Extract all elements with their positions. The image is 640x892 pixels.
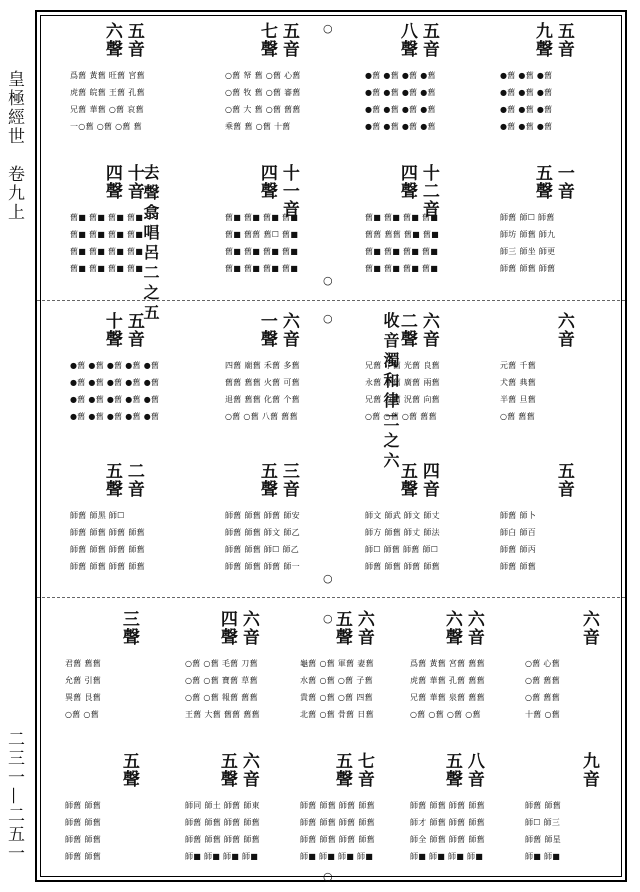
block-heading: 九聲: [531, 22, 552, 58]
entry-lines: [65, 800, 101, 863]
entry-line: 水舊 ○舊 ○舊 子舊: [300, 676, 373, 685]
entry-line: 師三 師坐 師更: [500, 247, 556, 256]
entry-line: 師舊 師舊 師舊 師安: [225, 511, 300, 520]
rhyme-block: [62, 310, 172, 440]
entry-line: ○舊 ○舊 八舊 舊舊: [225, 412, 298, 421]
rhyme-block: [517, 750, 627, 880]
rhyme-block: [357, 310, 467, 440]
rhyme-block: [217, 310, 327, 440]
entry-line: 師舊 師舊 師舊 師舊: [70, 562, 145, 571]
entry-line: 四舊 廟舊 禾舊 多舊: [225, 361, 300, 370]
entry-line: 兄舊 丁舊 光舊 良舊: [365, 361, 440, 370]
entry-line: 君舊 舊舊: [65, 659, 102, 668]
entry-line: ○舊 帑 舊 ○舊 心舊: [225, 71, 301, 80]
block-heading: 五聲: [331, 752, 352, 788]
entry-line: 師坊 師舊 師九: [500, 230, 556, 239]
entry-lines: [500, 360, 536, 423]
entry-line: ●舊 ●舊 ●舊: [500, 71, 553, 80]
block-heading: 五聲: [531, 164, 552, 200]
rhyme-block: [492, 460, 602, 590]
rhyme-block: [62, 162, 172, 292]
entry-line: 貴舊 ○舊 ○舊 四舊: [300, 693, 373, 702]
entry-line: 虎舊 皖舊 王舊 孔舊: [70, 88, 145, 97]
rhyme-block: [217, 20, 327, 150]
entry-line: 元舊 千舊: [500, 361, 537, 370]
entry-lines: [300, 800, 375, 863]
entry-line: ●舊 ●舊 ●舊 ●舊 ●舊: [70, 412, 160, 421]
entry-lines: [365, 70, 436, 133]
rhyme-block: [177, 608, 287, 738]
entry-line: ○舊 舊舊: [525, 676, 561, 685]
block-heading: 五音: [553, 462, 574, 498]
entry-line: ●舊 ●舊 ●舊 ●舊: [365, 122, 436, 131]
entry-line: 師舊 師舊: [65, 852, 102, 861]
block-heading: 五聲: [118, 752, 139, 788]
block-heading: 八聲: [396, 22, 417, 58]
entry-lines: [300, 658, 374, 721]
block-heading: 六音: [578, 610, 599, 646]
entry-line: 師舊 師舊 師☐ 師乙: [225, 545, 300, 554]
block-heading: 三音: [278, 462, 299, 498]
entry-line: 師方 師舊 師丈 師法: [365, 528, 440, 537]
side-title: 皇極經世 卷九上: [4, 70, 24, 222]
entry-line: ○舊 ○舊 毛舊 刀舊: [185, 659, 258, 668]
entry-line: 師舊 師舊 師舊 師舊: [410, 801, 485, 810]
entry-line: 舊舊 舊舊 舊■ 舊■: [365, 230, 440, 239]
entry-lines: [70, 70, 145, 133]
entry-line: 師舊 師舊 師舊 師舊: [70, 545, 145, 554]
entry-line: 舊■ 舊舊 舊☐ 舊■: [225, 230, 299, 239]
block-heading: 四聲: [216, 610, 237, 646]
entry-line: 允舊 引舊: [65, 676, 102, 685]
block-heading: 五聲: [441, 752, 462, 788]
block-heading: 二聲: [396, 312, 417, 348]
entry-line: 師■ 師■ 師■ 師■: [410, 852, 484, 861]
block-heading: 五聲: [216, 752, 237, 788]
section-divider: [37, 597, 625, 598]
entry-line: 師白 師百: [500, 528, 537, 537]
block-heading: 五音: [553, 22, 574, 58]
entry-line: 師■ 師■ 師■ 師■: [185, 852, 259, 861]
block-heading: 二音: [123, 462, 144, 498]
block-heading: 八音: [463, 752, 484, 788]
entry-line: 舊■ 舊■ 舊■ 舊■: [70, 264, 144, 273]
entry-line: 師舊 師丙: [500, 545, 537, 554]
rhyme-block: [217, 162, 327, 292]
entry-lines: [225, 360, 300, 423]
entry-line: 王舊 大舊 舊舊 舊舊: [185, 710, 260, 719]
entry-lines: [410, 658, 485, 721]
entry-line: ○舊 ○舊 ○舊 ○舊: [410, 710, 481, 719]
rhyme-block: [402, 750, 512, 880]
entry-line: 師舊 師舊 師舊 師一: [225, 562, 300, 571]
block-heading: 五聲: [396, 462, 417, 498]
rhyme-block: [62, 460, 172, 590]
rhyme-block: [357, 20, 467, 150]
page-frame: [35, 10, 627, 882]
block-heading: 一音: [553, 164, 574, 200]
entry-line: 舊■ 舊■ 舊■ 舊■: [225, 213, 299, 222]
entry-lines: [70, 360, 159, 423]
block-heading: 四聲: [256, 164, 277, 200]
block-heading: 六音: [353, 610, 374, 646]
entry-line: 師舊 師舊 師舊 師舊: [300, 835, 375, 844]
entry-line: ○舊 ○舊 ○舊 舊舊: [365, 412, 437, 421]
entry-line: ●舊 ●舊 ●舊 ●舊: [365, 105, 436, 114]
block-heading: 十一音: [278, 164, 299, 218]
circle-mark: ○: [323, 274, 333, 287]
circle-mark: ○: [323, 612, 333, 625]
entry-lines: [70, 212, 143, 275]
entry-lines: [365, 360, 440, 423]
entry-lines: [525, 800, 561, 863]
entry-line: 爲舊 黃舊 旺舊 宮舊: [70, 71, 145, 80]
circle-mark: ○: [323, 22, 333, 35]
entry-line: 退舊 舊舊 化舊 个舊: [225, 395, 300, 404]
block-heading: 七音: [353, 752, 374, 788]
block-heading: 五音: [278, 22, 299, 58]
entry-line: 師■ 師■: [525, 852, 561, 861]
entry-line: 師舊 師舊 師舊 師舊: [185, 818, 260, 827]
rhyme-block: [517, 608, 627, 738]
entry-lines: [410, 800, 485, 863]
entry-lines: [365, 212, 439, 275]
entry-line: 師舊 師舊: [65, 801, 102, 810]
entry-line: 師舊 師舊 師舊 師舊: [365, 562, 440, 571]
entry-line: ○舊 心舊: [525, 659, 561, 668]
entry-lines: [70, 510, 145, 573]
entry-line: ●舊 ●舊 ●舊 ●舊 ●舊: [70, 361, 160, 370]
entry-line: 舊■ 舊■ 舊■ 舊■: [225, 247, 299, 256]
block-heading: 三聲: [118, 610, 139, 646]
rhyme-block: [402, 608, 512, 738]
entry-line: 師同 師土 師舊 師東: [185, 801, 260, 810]
block-heading: 五音: [123, 312, 144, 348]
entry-line: 乘舊 舊 ○舊 十舊: [225, 122, 291, 131]
entry-line: 舊■ 舊■ 舊■ 舊■: [365, 213, 439, 222]
entry-lines: [500, 510, 536, 573]
entry-lines: [225, 212, 298, 275]
entry-line: 舊■ 舊■ 舊■ 舊■: [70, 230, 144, 239]
entry-line: 師■ 師■ 師■ 師■: [300, 852, 374, 861]
block-heading: 十聲: [101, 312, 122, 348]
rhyme-block: [177, 750, 287, 880]
block-heading: 六音: [238, 752, 259, 788]
entry-line: 師舊 師黑 師☐: [70, 511, 125, 520]
entry-line: 師文 師武 師文 師丈: [365, 511, 440, 520]
entry-line: 師舊 師卜: [500, 511, 537, 520]
entry-line: 爲舊 黃舊 宮舊 舊舊: [410, 659, 485, 668]
block-heading: 十二音: [418, 164, 439, 218]
entry-line: ●舊 ●舊 ●舊: [500, 122, 553, 131]
entry-lines: [525, 658, 560, 721]
block-heading: 十音: [123, 164, 144, 200]
rhyme-block: [292, 750, 402, 880]
block-heading: 五聲: [256, 462, 277, 498]
block-heading: 五音: [123, 22, 144, 58]
entry-line: 舊■ 舊■ 舊■ 舊■: [70, 247, 144, 256]
rhyme-block: [292, 608, 402, 738]
entry-line: 師☐ 師三: [525, 818, 561, 827]
entry-lines: [500, 70, 552, 133]
block-heading: 四聲: [396, 164, 417, 200]
section-divider: [37, 300, 625, 301]
entry-line: ○舊 舊舊: [500, 412, 536, 421]
entry-line: 一○舊 ○舊 ○舊 舊: [70, 122, 142, 131]
entry-line: 師舊 師舊 師舊 師舊: [300, 801, 375, 810]
entry-line: 師舊 師舊 師文 師乙: [225, 528, 300, 537]
entry-line: ●舊 ●舊 ●舊: [500, 88, 553, 97]
entry-line: 龜舊 ○舊 軍舊 妻舊: [300, 659, 374, 668]
side-page-number: 二三一—二五一: [4, 730, 24, 863]
entry-line: 師舊 師舊: [65, 818, 102, 827]
entry-line: 十舊 ○舊: [525, 710, 561, 719]
block-heading: 五聲: [331, 610, 352, 646]
block-heading: 九音: [578, 752, 599, 788]
entry-line: ●舊 ●舊 ●舊: [500, 105, 553, 114]
rhyme-block: [62, 20, 172, 150]
rhyme-block: [492, 162, 602, 292]
entry-line: 師舊 師舊 師舊 師舊: [185, 835, 260, 844]
entry-line: 兄舊 華舊 ○舊 哀舊: [70, 105, 144, 114]
block-heading: 四聲: [101, 164, 122, 200]
block-heading: 六聲: [441, 610, 462, 646]
block-heading: 七聲: [256, 22, 277, 58]
entry-line: 師☐ 師舊 師舊 師☐: [365, 545, 439, 554]
block-heading: 五音: [418, 22, 439, 58]
entry-line: 師才 師舊 師舊 師舊: [410, 818, 485, 827]
block-heading: 六音: [238, 610, 259, 646]
entry-line: ○舊 ○舊 寶舊 草舊: [185, 676, 258, 685]
entry-line: 舊舊 舊舊 火舊 可舊: [225, 378, 300, 387]
entry-line: 師舊 師舊: [500, 562, 537, 571]
entry-line: 師全 師舊 師舊 師舊: [410, 835, 485, 844]
rhyme-block: [57, 608, 167, 738]
block-heading: 一聲: [256, 312, 277, 348]
entry-line: 師舊 師舊 師舊 師舊: [300, 818, 375, 827]
circle-mark: ○: [323, 572, 333, 585]
entry-line: 舊■ 舊■ 舊■ 舊■: [225, 264, 299, 273]
rhyme-block: [217, 460, 327, 590]
entry-line: ○舊 ○舊 報舊 舊舊: [185, 693, 258, 702]
entry-line: 師舊 師☐ 師舊: [500, 213, 555, 222]
entry-line: 舊■ 舊■ 舊■ 舊■: [365, 264, 439, 273]
rhyme-block: [492, 310, 602, 440]
rhyme-block: [357, 162, 467, 292]
entry-lines: [365, 510, 440, 573]
section-note: 收音濁和律二之六: [381, 312, 400, 472]
block-heading: 四音: [418, 462, 439, 498]
block-heading: 六音: [278, 312, 299, 348]
rhyme-block: [492, 20, 602, 150]
block-heading: 六音: [463, 610, 484, 646]
entry-line: 師舊 師舊: [65, 835, 102, 844]
block-heading: 五聲: [101, 462, 122, 498]
entry-lines: [185, 658, 260, 721]
block-heading: 六音: [418, 312, 439, 348]
entry-line: ●舊 ●舊 ●舊 ●舊: [365, 88, 436, 97]
entry-line: ○舊 舊舊: [525, 693, 561, 702]
entry-lines: [225, 510, 300, 573]
entry-lines: [225, 70, 301, 133]
entry-line: ●舊 ●舊 ●舊 ●舊 ●舊: [70, 395, 160, 404]
entry-line: 北舊 ○舊 骨舊 日舊: [300, 710, 374, 719]
entry-line: 師舊 師舊: [525, 801, 562, 810]
entry-line: 舊■ 舊■ 舊■ 舊■: [70, 213, 144, 222]
entry-line: 異舊 艮舊: [65, 693, 102, 702]
entry-line: 舊■ 舊■ 舊■ 舊■: [365, 247, 439, 256]
entry-lines: [500, 212, 556, 275]
rhyme-block: [57, 750, 167, 880]
entry-line: 半舊 旦舊: [500, 395, 537, 404]
entry-line: 師舊 師星: [525, 835, 562, 844]
entry-line: 師舊 師舊 師舊 師舊: [70, 528, 145, 537]
entry-line: 兄舊 華舊 泉舊 舊舊: [410, 693, 485, 702]
circle-mark: ○: [323, 312, 333, 325]
entry-line: 師舊 師舊 師舊: [500, 264, 556, 273]
entry-line: ●舊 ●舊 ●舊 ●舊 ●舊: [70, 378, 160, 387]
entry-line: 犬舊 典舊: [500, 378, 537, 387]
entry-line: ○舊 大 舊 ○舊 舊舊: [225, 105, 301, 114]
entry-line: ○舊 牧 舊 ○舊 審舊: [225, 88, 301, 97]
entry-lines: [65, 658, 101, 721]
block-heading: 六音: [553, 312, 574, 348]
entry-line: 虎舊 華舊 孔舊 舊舊: [410, 676, 485, 685]
entry-lines: [185, 800, 260, 863]
entry-line: ●舊 ●舊 ●舊 ●舊: [365, 71, 436, 80]
block-heading: 六聲: [101, 22, 122, 58]
circle-mark: ○: [323, 870, 333, 883]
entry-line: 兄舊 亘舊 況舊 向舊: [365, 395, 440, 404]
rhyme-block: [357, 460, 467, 590]
entry-line: ○舊 ○舊: [65, 710, 100, 719]
entry-line: 永舊 井舊 廣舊 兩舊: [365, 378, 440, 387]
section-note: 去聲翕唱呂二之五: [141, 164, 160, 324]
